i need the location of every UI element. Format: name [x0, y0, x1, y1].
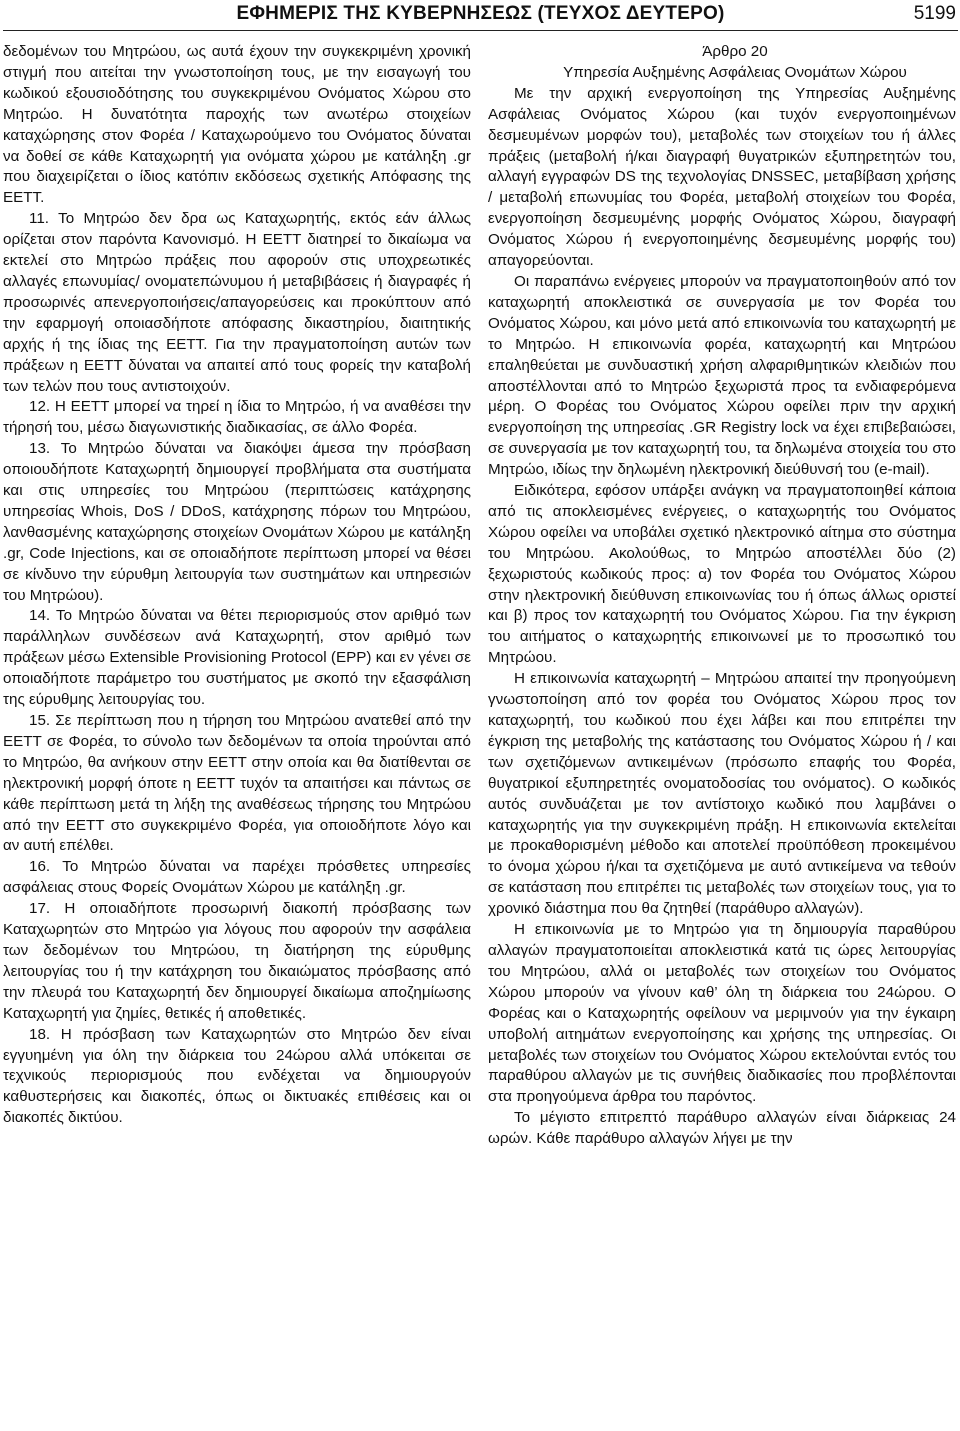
paragraph: 11. Το Μητρώο δεν δρα ως Καταχωρητής, εκτός εάν άλλως ορίζεται στον παρόντα Κανονισμό. Η ΕΕΤΤ διατηρεί το δικαίωμα να εκτελεί στο Μητρώο πράξεις που αφορούν στις υποχρεωτικές αλλαγές επωνυμίας/ ονοματεπώνυμου ή μεταβιβάσεις ή διαγραφές ή προσωρινές απενεργοποιήσεις/απαγορεύσεις και προκύπτουν από την εφαρμογή οποιασδήποτε απόφασης δικαστηρίου, διαιτητικής αρχής ή της ίδιας της ΕΕΤΤ. Για την πραγματοποίηση αυτών των πράξεων η ΕΕΤΤ δύναται να απαιτεί από τους φορείς την καταβολή των τελών που τους αντιστοιχούν.: [3, 210, 471, 395]
paragraph: Το μέγιστο επιτρεπτό παράθυρο αλλαγών είναι διάρκειας 24 ωρών. Κάθε παράθυρο αλλαγών λήγει με την: [488, 1109, 956, 1148]
paragraph: 16. Το Μητρώο δύναται να παρέχει πρόσθετες υπηρεσίες ασφάλειας στους Φορείς Ονομάτων Χώρου με κατάληξη .gr.: [3, 858, 471, 897]
paragraph: 12. Η ΕΕΤΤ μπορεί να τηρεί η ίδια το Μητρώο, ή να αναθέσει την τήρησή του, μέσω διαγωνιστικής διαδικασίας, σε άλλο Φορέα.: [3, 398, 471, 437]
gazette-title: ΕΦΗΜΕΡΙΣ ΤΗΣ ΚΥΒΕΡΝΗΣΕΩΣ (ΤΕΥΧΟΣ ΔΕΥΤΕΡΟ): [236, 3, 725, 24]
right-column: [488, 42, 956, 1150]
left-column: [3, 42, 471, 1150]
paragraph: Η επικοινωνία καταχωρητή – Μητρώου απαιτεί την προηγούμενη γνωστοποίηση από τον φορέα του Ονόματος Χώρου προς τον καταχωρητή, του κωδικού που έχει λάβει και που επιτρέπει την έγκριση της μεταβολής της κατάστασης του Ονόματος Χώρου ή / και των σχετιζόμενων αντικειμένων (πρόσωπο επαφής του Φορέα, θυγατρικοί εξυπηρετητές ονοματοδοσίας του ονόματος). Ο κωδικός αυτός συνδυάζεται με τον αντίστοιχο κωδικό που λαμβάνει ο καταχωρητής για την συγκεκριμένη πράξη. Η επικοινωνία εκτελείται με προκαθορισμένη μέθοδο και αποτελεί προϋπόθεση προκειμένου το όνομα χώρου ή/και τα σχετιζόμενα με αυτό αντικείμενα να τεθούν σε κατάσταση που επιτρέπει τις μεταβολές των στοιχείων τους, για το χρονικό διάστημα που θα ζητηθεί (παράθυρο αλλαγών).: [488, 670, 956, 918]
page-number: 5199: [913, 3, 956, 24]
paragraph: 13. Το Μητρώο δύναται να διακόψει άμεσα την πρόσβαση οποιουδήποτε Καταχωρητή δημιουργεί προβλήματα στα συστήματα και στις υπηρεσίες του Μητρώου (περιπτώσεις κατάχρησης υπηρεσίας Whois, DoS / DDoS, κατάχρησης πόρων του Μητρώου, λανθασμένης καταχώρησης στοιχείων Ονομάτων Χώρου με κατάληξη .gr, Code Injections, και σε οποιαδήποτε περίπτωση μπορεί να θέσει σε κίνδυνο την εύρυθμη λειτουργία των συστημάτων και υπηρεσιών του Μητρώου).: [3, 440, 471, 604]
paragraph: 14. Το Μητρώο δύναται να θέτει περιορισμούς στον αριθμό των παράλληλων συνδέσεων ανά Καταχωρητή, στον αριθμό των πράξεων μέσω Extensible Provisioning Protocol (EPP) και εν γένει σε οποιαδήποτε παράμετρο του συστήματος με σκοπό την εξασφάλιση της εύρυθμης λειτουργίας του.: [3, 607, 471, 709]
paragraph: Οι παραπάνω ενέργειες μπορούν να πραγματοποιηθούν από τον καταχωρητή αποκλειστικά σε συνεργασία με τον Φορέα του Ονόματος Χώρου, και μόνο μετά από επικοινωνία του καταχωρητή με το Μητρώο. Η επικοινωνία φορέα, καταχωρητή και Μητρώου επαληθεύεται με συνδυαστική χρήση αλφαριθμητικών κλειδιών που αποστέλλονται από το Μητρώο ξεχωριστά προς τα ενδιαφερόμενα μέρη. Ο Φορέας του Ονόματος Χώρου οφείλει πριν την αρχική ενεργοποίηση της υπηρεσίας .GR Registry lock να έχει επιβεβαιώσει, σε συνεργασία με τον καταχωρητή του, τα δηλωμένα στοιχεία του στο Μητρώο, ιδίως την δηλωμένη ηλεκτρονική διεύθυνσή του (e-mail).: [488, 272, 956, 479]
article-title: Άρθρο 20: [702, 43, 768, 60]
article-subtitle: Υπηρεσία Αυξημένης Ασφάλειας Ονομάτων Χώρου: [563, 63, 907, 81]
paragraph: 17. Η οποιαδήποτε προσωρινή διακοπή πρόσβασης των Καταχωρητών στο Μητρώο για λόγους που αφορούν την ασφάλεια των δεδομένων του Μητρώου, τη διατήρηση της εύρυθμης λειτουργίας του ή την κατάχρηση του δικαιώματος πρόσβασης από την πλευρά του Καταχωρητή δεν δημιουργεί δικαίωμα αποζημίωσης Καταχωρητή για ζημίες, θετικές ή αποθετικές.: [3, 900, 471, 1022]
page-header: [3, 0, 958, 31]
paragraph: 18. Η πρόσβαση των Καταχωρητών στο Μητρώο δεν είναι εγγυημένη για όλη την διάρκεια του 24ώρου αλλά υπόκειται σε τεχνικούς περιορισμούς που ενδέχεται να δημιουργούν καθυστερήσεις και διακοπές, όπως οι δικτυακές επιθέσεις και οι διακοπές δικτύου.: [3, 1025, 471, 1127]
paragraph: δεδομένων του Μητρώου, ως αυτά έχουν την συγκεκριμένη χρονική στιγμή που αιτείται την γνωστοποίηση τους, με την εισαγωγή του κωδικού εξουσιοδότησης του συγκεκριμένου Ονόματος Χώρου στο Μητρώο. Η δυνατότητα παροχής των ανωτέρω στοιχείων καταχώρησης στον Φορέα / Καταχωρούμενο του Ονόματος δύναται να δοθεί σε κάθε Καταχωρητή για ονόματα χώρου με κατάληξη .gr που διαχειρίζεται ο ίδιος κατόπιν εκδόσεως σχετικής Απόφασης της ΕΕΤΤ.: [3, 43, 471, 207]
text-columns: [3, 42, 956, 1150]
paragraph: Ειδικότερα, εφόσον υπάρξει ανάγκη να πραγματοποιηθεί κάποια από τις αποκλεισμένες ενέργειες, ο καταχωρητής του Ονόματος Χώρου οφείλει να υποβάλει σχετικό ηλεκτρονικό αίτημα στο σύστημα του Μητρώου. Ακολούθως, το Μητρώο αποστέλλει δύο (2) ξεχωριστούς κωδικούς προς: α) τον Φορέα του Ονόματος Χώρου στην ηλεκτρονική διεύθυνση επικοινωνίας του ή όπως άλλως οριστεί και β) προς τον καταχωρητή του Ονόματος Χώρου. Για την έγκριση του αιτήματος ο καταχωρητής επικοινωνεί με το προσωπικό του Μητρώου.: [488, 482, 956, 667]
paragraph: 15. Σε περίπτωση που η τήρηση του Μητρώου ανατεθεί από την ΕΕΤΤ σε Φορέα, το σύνολο των δεδομένων τα οποία τηρούνται από το Μητρώο, θα ανήκουν στην ΕΕΤΤ στην οποία και θα διατίθενται σε ηλεκτρονική μορφή όποτε η ΕΕΤΤ τυχόν τα απαιτήσει και πάντως σε κάθε περίπτωση μετά τη λήξη της αναθέσεως τήρησης του Μητρώου από την ΕΕΤΤ στο συγκεκριμένο Φορέα, για οποιοδήποτε λόγο και αν αυτή επέλθει.: [3, 712, 471, 855]
paragraph: Με την αρχική ενεργοποίηση της Υπηρεσίας Αυξημένης Ασφάλειας Ονόματος Χώρου (και τυχόν ενεργοποιημένων δεσμευμένων μορφών του), μεταβολές των στοιχείων του ή άλλες πράξεις (μεταβολή ή/και διαγραφή θυγατρικών εξυπηρετητών του, αλλαγή εγγραφών DS της τεχνολογίας DNSSEC, μεταβίβαση χρήσης / μεταβολή επωνυμίας του Φορέα, μεταβολή στοιχείων του Φορέα, ενεργοποίηση δεσμευμένης μορφής Ονόματος Χώρου, διαγραφή Ονόματος Χώρου ή ενεργοποιημένης δεσμευμένης μορφής του) απαγορεύονται.: [488, 84, 956, 270]
paragraph: Η επικοινωνία με το Μητρώο για τη δημιουργία παραθύρου αλλαγών πραγματοποιείται αποκλειστικά κατά τις ώρες λειτουργίας του Μητρώου, αλλά οι μεταβολές των στοιχείων του Ονόματος Χώρου μπορούν να γίνουν καθ’ όλη τη διάρκεια του 24ώρου. Ο Φορέας και ο Καταχωρητής οφείλουν να μεριμνούν για την έγκαιρη υποβολή αιτημάτων ενεργοποίησης και χρήσης της υπηρεσίας. Οι μεταβολές των στοιχείων του Ονόματος Χώρου εκτελούνται εντός του παραθύρου αλλαγών με τις συνήθεις διαδικασίες που προβλέπονται στα προηγούμενα άρθρα του παρόντος.: [488, 921, 956, 1106]
